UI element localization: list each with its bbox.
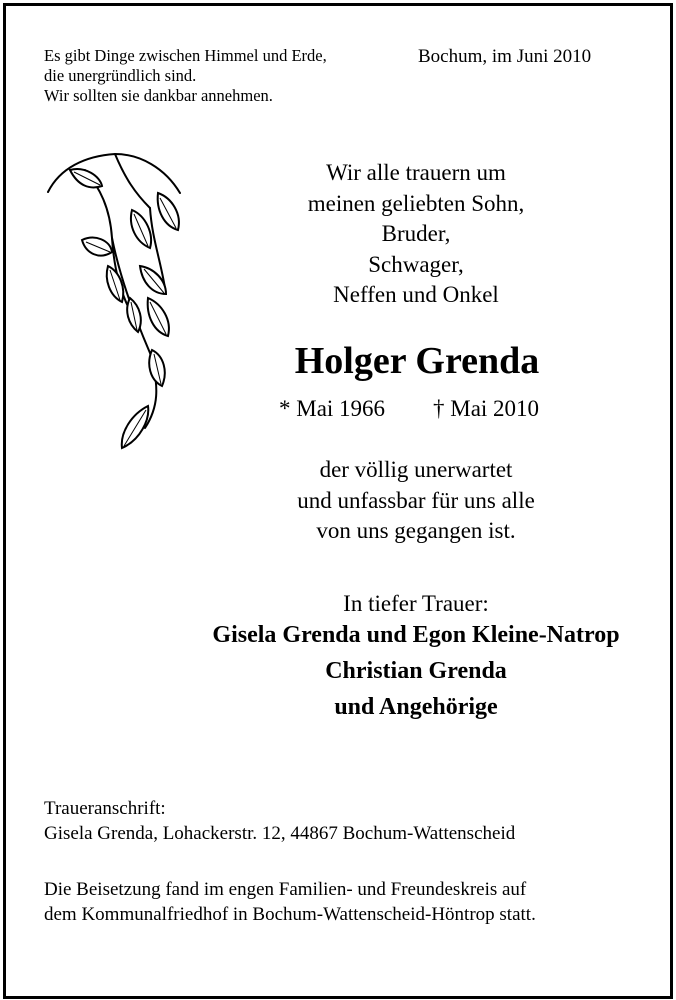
death-date: † Mai 2010 xyxy=(433,396,540,421)
mourner-name: Gisela Grenda und Egon Kleine-Natrop xyxy=(212,622,620,648)
farewell-line-3: von uns gegangen ist. xyxy=(316,518,516,543)
farewell-line-1: der völlig unerwartet xyxy=(319,457,513,482)
intro-line-2: meinen geliebten Sohn, xyxy=(307,190,525,216)
birch-branch-icon xyxy=(40,148,200,468)
mourning-address xyxy=(44,796,515,846)
farewell-text xyxy=(270,455,562,547)
motto-line-1: Es gibt Dinge zwischen Himmel und Erde, xyxy=(44,46,327,65)
mourner-name: Christian Grenda xyxy=(325,658,507,684)
intro-text xyxy=(270,158,562,311)
intro-line-4: Schwager, xyxy=(368,251,464,277)
birth-date: * Mai 1966 xyxy=(279,396,386,421)
motto-line-3: Wir sollten sie dankbar annehmen. xyxy=(44,86,273,105)
intro-line-3: Bruder, xyxy=(381,221,451,246)
deceased-name: Holger Grenda xyxy=(294,340,540,382)
mourner-name: und Angehörige xyxy=(334,694,498,720)
address-label: Traueranschrift: xyxy=(44,798,166,819)
farewell-line-2: und unfassbar für uns alle xyxy=(297,487,535,513)
intro-line-1: Wir alle trauern um xyxy=(326,160,506,185)
motto-line-2: die unergründlich sind. xyxy=(44,66,197,85)
motto xyxy=(44,46,327,106)
mourning-heading: In tiefer Trauer: xyxy=(343,591,489,616)
funeral-line-1: Die Beisetzung fand im engen Familien- und Freundeskreis auf xyxy=(44,879,527,900)
place-date: Bochum, im Juni 2010 xyxy=(418,46,592,67)
funeral-note xyxy=(44,877,536,927)
address-value: Gisela Grenda, Lohackerstr. 12, 44867 Bochum-Wattenscheid xyxy=(44,823,516,844)
intro-line-5: Neffen und Onkel xyxy=(333,282,499,307)
funeral-line-2: dem Kommunalfriedhof in Bochum-Wattenscheid-Höntrop statt. xyxy=(44,904,536,925)
